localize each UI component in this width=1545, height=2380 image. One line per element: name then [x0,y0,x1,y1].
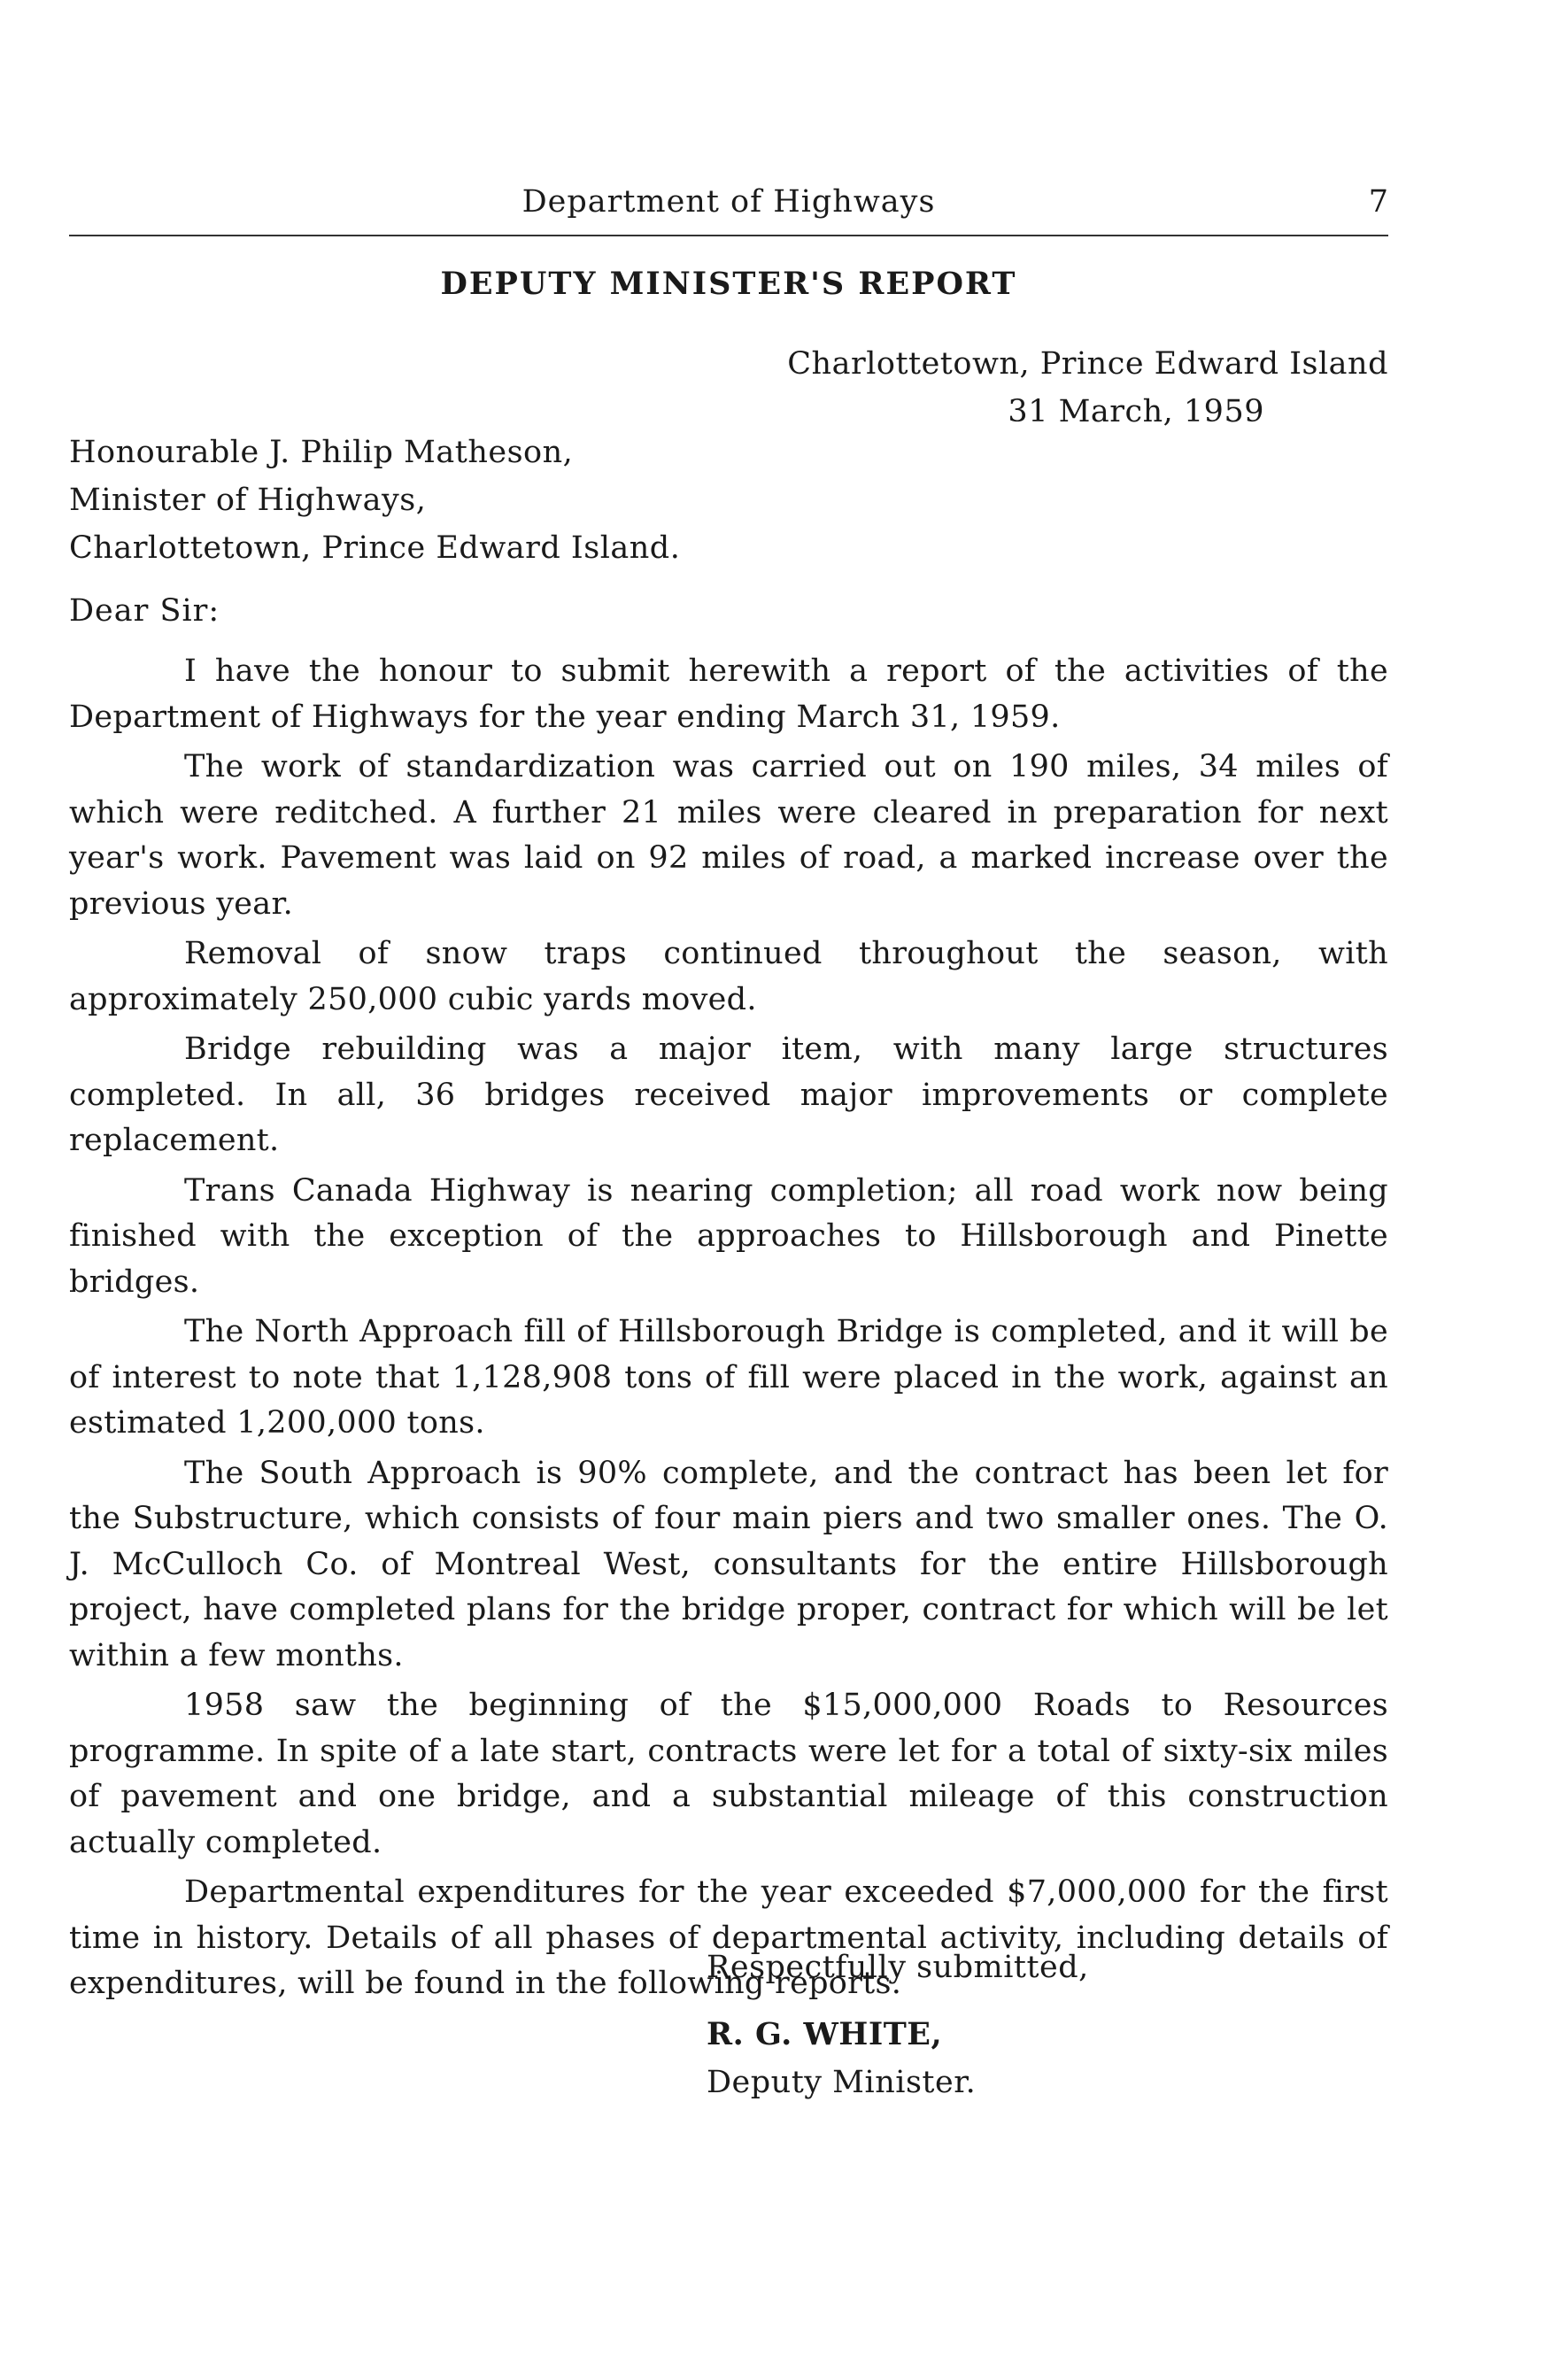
paragraph: I have the honour to submit herewith a report of the activities of the Department of Highways for the year ending March 31, 1959. [69,653,1388,735]
paragraph: The work of standardization was carried out on 190 miles, 34 miles of which were reditched. A further 21 miles were cleared in preparation for next year's work. Pavement was laid on 92 miles of road, a marked increase over the previous year. [69,749,1388,922]
header-rule [69,235,1388,236]
letter-body [69,649,1388,2012]
running-title: Department of Highways [521,184,936,220]
place-date-block [680,340,1388,436]
salutation: Dear Sir: [69,593,220,629]
date-line: 31 March, 1959 [1008,394,1264,429]
report-title: DEPUTY MINISTER'S REPORT [440,266,1017,302]
complimentary-close: Respectfully submitted, [707,1950,1089,1985]
addressee-title: Minister of Highways, [69,483,427,518]
addressee-name: Honourable J. Philip Matheson, [69,435,574,470]
paragraph: Bridge rebuilding was a major item, with many large structures completed. In all, 36 bridges received major improvements or complete replacement. [69,1032,1388,1158]
paragraph: The South Approach is 90% complete, and the contract has been let for the Substructure, which consists of four main piers and two smaller ones. The O. J. McCulloch Co. of Montreal West, consultants for the entire Hillsborough project, have completed plans for the bridge proper, contract for which will be let within a few months. [69,1455,1388,1673]
page-number: 7 [1368,184,1388,220]
addressee-block [69,429,680,572]
running-head [69,184,1388,230]
paragraph: 1958 saw the beginning of the $15,000,000 Roads to Resources programme. In spite of a late start, contracts were let for a total of sixty-six miles of pavement and one bridge, and a substantial mileage of this construction actually completed. [69,1688,1388,1860]
addressee-location: Charlottetown, Prince Edward Island. [69,530,681,566]
paragraph: Trans Canada Highway is nearing completion; all road work now being finished with the exception of the approaches to Hillsborough and Pinette bridges. [69,1172,1388,1300]
place-line: Charlottetown, Prince Edward Island [787,346,1388,382]
signer-position: Deputy Minister. [707,2065,977,2100]
paragraph: Departmental expenditures for the year exceeded $7,000,000 for the first time in history. Details of all phases of departmental activity, including details of expenditures, will be found in the following reports. [69,1874,1388,2001]
closing-block [707,1943,1089,2106]
signer-name: R. G. WHITE, [707,2016,943,2052]
paragraph: The North Approach fill of Hillsborough Bridge is completed, and it will be of interest to note that 1,128,908 tons of fill were placed in the work, against an estimated 1,200,000 tons. [69,1314,1388,1441]
paragraph: Removal of snow traps continued throughout the season, with approximately 250,000 cubic yards moved. [69,936,1388,1017]
